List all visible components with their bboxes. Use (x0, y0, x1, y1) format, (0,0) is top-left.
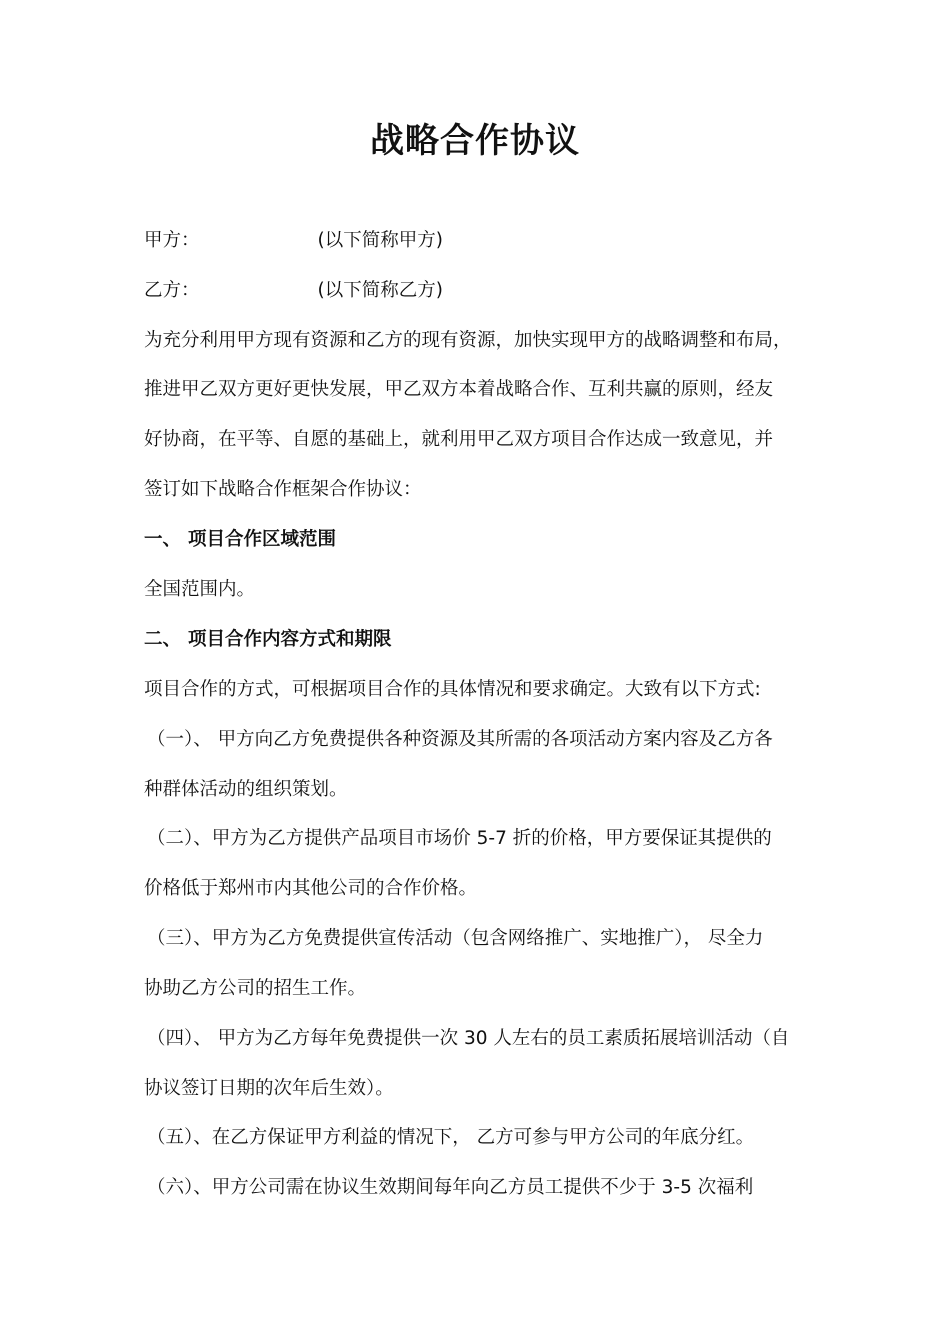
item-1-line-2: 种群体活动的组织策划。 (144, 779, 348, 800)
section-2-intro: 项目合作的方式，可根据项目合作的具体情况和要求确定。大致有以下方式: (144, 679, 761, 700)
item-3-line-1: （三）、甲方为乙方免费提供宣传活动（包含网络推广、实地推广）， 尽全力 (147, 928, 764, 949)
intro-line-2: 推进甲乙双方更好更快发展，甲乙双方本着战略合作、互利共赢的原则，经友 (144, 379, 774, 400)
section-1-body: 全国范围内。 (144, 579, 256, 600)
item-4-line-2: 协议签订日期的次年后生效）。 (144, 1078, 394, 1099)
party-b-note: (以下简称乙方) (317, 280, 443, 301)
party-a-label: 甲方： (144, 230, 200, 251)
item-1-line-1: （一）、 甲方向乙方免费提供各种资源及其所需的各项活动方案内容及乙方各 (147, 729, 773, 750)
document-title: 战略合作协议 (370, 121, 580, 161)
section-1-heading (144, 527, 336, 553)
intro-line-1: 为充分利用甲方现有资源和乙方的现有资源，加快实现甲方的战略调整和布局， (144, 330, 792, 351)
item-2-line-2: 价格低于郑州市内其他公司的合作价格。 (144, 878, 478, 899)
item-4-line-1: （四）、 甲方为乙方每年免费提供一次 30 人左右的员工素质拓展培训活动（自 (147, 1028, 790, 1049)
item-2-line-1: （二）、甲方为乙方提供产品项目市场价 5-7 折的价格，甲方要保证其提供的 (147, 828, 772, 849)
intro-line-3: 好协商，在平等、自愿的基础上，就利用甲乙双方项目合作达成一致意见，并 (144, 429, 774, 450)
section-2-title: 项目合作内容方式和期限 (188, 629, 392, 650)
party-a-note: (以下简称甲方) (317, 230, 443, 251)
item-5-line-1: （五）、在乙方保证甲方利益的情况下， 乙方可参与甲方公司的年底分红。 (147, 1127, 755, 1148)
item-3-line-2: 协助乙方公司的招生工作。 (144, 978, 367, 999)
section-1-title: 项目合作区域范围 (188, 529, 337, 550)
item-6-line-1: （六）、甲方公司需在协议生效期间每年向乙方员工提供不少于 3-5 次福利 (147, 1177, 754, 1198)
party-b-line (144, 278, 443, 304)
section-2-number: 二、 (144, 629, 182, 650)
section-1-number: 一、 (144, 529, 182, 550)
party-b-label: 乙方： (144, 280, 200, 301)
intro-line-4: 签订如下战略合作框架合作协议： (144, 479, 422, 500)
party-a-line (144, 228, 443, 254)
section-2-heading (144, 627, 392, 653)
